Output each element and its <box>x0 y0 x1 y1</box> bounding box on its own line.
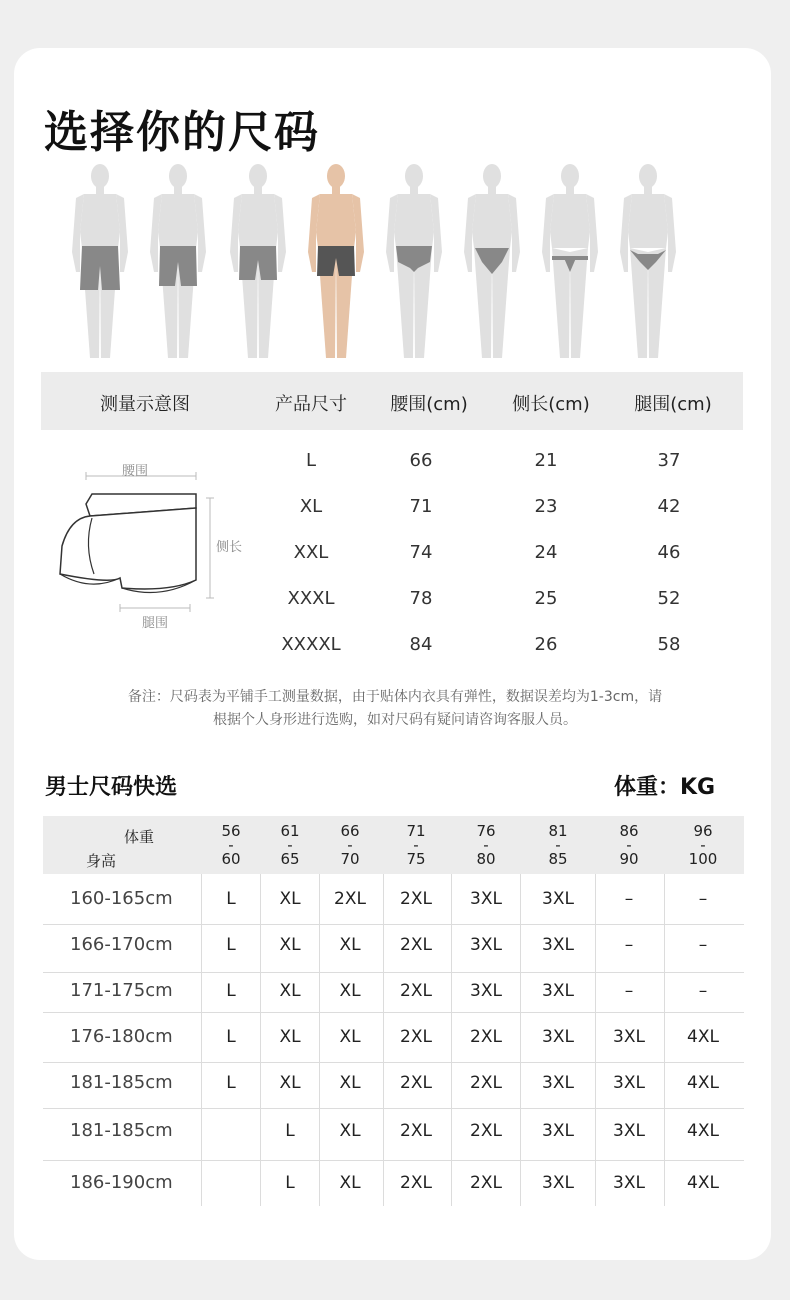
recommended-size-cell: 3XL <box>542 889 574 909</box>
measure-cell: 78 <box>409 588 433 609</box>
corner-height-label: 身高 <box>86 852 117 870</box>
weight-range-sep: - <box>228 836 234 854</box>
recommended-size-cell: XL <box>339 1027 361 1047</box>
size-cell: XXXL <box>287 588 335 609</box>
weight-range-sep: - <box>626 836 632 854</box>
recommended-size-cell: 3XL <box>542 1073 574 1093</box>
recommended-size-cell: 3XL <box>470 889 502 909</box>
recommended-size-cell: XL <box>279 1073 301 1093</box>
header-leg: 腿围(cm) <box>634 394 712 415</box>
recommended-size-cell: 2XL <box>400 1073 432 1093</box>
recommended-size-cell: L <box>285 1121 295 1141</box>
figure-brief <box>378 162 450 360</box>
recommended-size-cell: 2XL <box>470 1121 502 1141</box>
size-note <box>40 686 750 732</box>
leg-label: 腿围 <box>142 616 169 631</box>
recommended-size-cell: 3XL <box>470 935 502 955</box>
figure-boxer-loose <box>64 162 136 360</box>
measure-cell: 25 <box>534 588 558 609</box>
weight-range-top: 71 <box>406 822 426 840</box>
row-divider <box>43 924 744 925</box>
weight-range-bottom: 85 <box>548 850 568 868</box>
weight-range-sep: - <box>347 836 353 854</box>
row-divider <box>43 972 744 973</box>
corner-weight-label: 体重 <box>124 828 155 846</box>
recommended-size-cell: 3XL <box>613 1173 645 1193</box>
recommended-size-cell: L <box>226 935 236 955</box>
recommended-size-cell: 3XL <box>613 1073 645 1093</box>
row-divider <box>43 1160 744 1161</box>
row-divider <box>43 1062 744 1063</box>
note-line-1: 备注：尺码表为平铺手工测量数据，由于贴体内衣具有弹性，数据误差均为1-3cm，请 <box>127 689 663 705</box>
recommended-size-cell: L <box>226 889 236 909</box>
recommended-size-cell: 2XL <box>400 935 432 955</box>
recommended-size-cell: XL <box>339 935 361 955</box>
measure-cell: 42 <box>657 496 681 517</box>
measure-cell: 26 <box>534 634 558 655</box>
weight-range-top: 86 <box>619 822 639 840</box>
weight-range-top: 81 <box>548 822 568 840</box>
recommended-size-cell: XL <box>339 1121 361 1141</box>
figure-boxer-brief-selected <box>300 162 372 360</box>
recommended-size-cell: 2XL <box>334 889 366 909</box>
height-range-label: 176-180cm <box>70 1026 173 1047</box>
recommended-size-cell: 3XL <box>542 935 574 955</box>
figure-thong <box>534 162 606 360</box>
underwear-style-figures <box>64 162 704 362</box>
header-waist: 腰围(cm) <box>390 394 468 415</box>
figure-boxer-mid <box>222 162 294 360</box>
recommended-size-cell: XL <box>339 981 361 1001</box>
recommended-size-cell: – <box>698 935 708 955</box>
weight-range-header <box>689 824 718 866</box>
recommended-size-cell: XL <box>279 981 301 1001</box>
recommended-size-cell: 2XL <box>400 981 432 1001</box>
weight-range-sep: - <box>483 836 489 854</box>
measure-cell: 21 <box>534 450 558 471</box>
height-range-label: 171-175cm <box>70 980 173 1001</box>
measure-cell: 71 <box>409 496 433 517</box>
recommended-size-cell: 3XL <box>542 1121 574 1141</box>
measurement-diagram <box>50 456 250 636</box>
weight-range-sep: - <box>287 836 293 854</box>
weight-range-bottom: 70 <box>340 850 360 868</box>
page-title: 选择你的尺码 <box>44 107 320 158</box>
height-range-label: 181-185cm <box>70 1120 173 1141</box>
recommended-size-cell: – <box>698 981 708 1001</box>
measure-cell: 74 <box>409 542 433 563</box>
recommended-size-cell: XL <box>279 1027 301 1047</box>
weight-range-bottom: 65 <box>280 850 300 868</box>
recommended-size-cell: XL <box>339 1173 361 1193</box>
recommended-size-cell: XL <box>279 935 301 955</box>
weight-range-bottom: 80 <box>476 850 496 868</box>
recommended-size-cell: 2XL <box>470 1073 502 1093</box>
weight-range-header <box>340 824 359 866</box>
height-range-label: 181-185cm <box>70 1072 173 1093</box>
weight-range-header <box>280 824 299 866</box>
weight-range-header <box>406 824 425 866</box>
header-size: 产品尺寸 <box>275 394 347 415</box>
height-range-label: 160-165cm <box>70 888 173 909</box>
waist-label: 腰围 <box>122 464 149 479</box>
weight-range-sep: - <box>413 836 419 854</box>
weight-range-header <box>221 824 240 866</box>
measure-cell: 66 <box>409 450 433 471</box>
height-range-label: 166-170cm <box>70 934 173 955</box>
measure-cell: 37 <box>657 450 681 471</box>
weight-unit-label: 体重：KG <box>614 775 716 800</box>
quick-select-title: 男士尺码快选 <box>45 775 178 800</box>
recommended-size-cell: 2XL <box>400 1173 432 1193</box>
size-cell: XL <box>299 496 323 517</box>
recommended-size-cell: 4XL <box>687 1073 719 1093</box>
weight-range-bottom: 75 <box>406 850 426 868</box>
recommended-size-cell: 4XL <box>687 1027 719 1047</box>
recommended-size-cell: – <box>624 981 634 1001</box>
weight-range-sep: - <box>700 836 706 854</box>
recommended-size-cell: – <box>624 889 634 909</box>
weight-range-top: 56 <box>221 822 241 840</box>
size-table-header <box>41 372 743 430</box>
recommended-size-cell: 3XL <box>542 1173 574 1193</box>
weight-range-header <box>619 824 638 866</box>
measure-cell: 52 <box>657 588 681 609</box>
weight-range-top: 76 <box>476 822 496 840</box>
size-cell: L <box>305 450 317 471</box>
recommended-size-cell: 4XL <box>687 1121 719 1141</box>
recommended-size-cell: XL <box>279 889 301 909</box>
figure-brief-low <box>456 162 528 360</box>
weight-range-header <box>548 824 567 866</box>
weight-range-bottom: 90 <box>619 850 639 868</box>
weight-range-sep: - <box>555 836 561 854</box>
height-range-label: 186-190cm <box>70 1172 173 1193</box>
row-divider <box>43 1108 744 1109</box>
recommended-size-cell: 3XL <box>470 981 502 1001</box>
figure-g-string <box>612 162 684 360</box>
weight-range-bottom: 100 <box>688 850 718 868</box>
weight-range-top: 96 <box>693 822 713 840</box>
recommended-size-cell: – <box>698 889 708 909</box>
side-label: 侧长 <box>216 540 243 555</box>
recommended-size-cell: XL <box>339 1073 361 1093</box>
recommended-size-cell: 2XL <box>400 1121 432 1141</box>
recommended-size-cell: L <box>226 1027 236 1047</box>
recommended-size-cell: L <box>226 981 236 1001</box>
measure-cell: 58 <box>657 634 681 655</box>
recommended-size-cell: 3XL <box>613 1121 645 1141</box>
recommended-size-cell: 2XL <box>470 1173 502 1193</box>
measure-cell: 23 <box>534 496 558 517</box>
weight-range-top: 66 <box>340 822 360 840</box>
recommended-size-cell: 2XL <box>400 889 432 909</box>
header-side: 侧长(cm) <box>512 394 590 415</box>
row-divider <box>43 1012 744 1013</box>
measure-cell: 84 <box>409 634 433 655</box>
recommended-size-cell: 3XL <box>542 1027 574 1047</box>
recommended-size-cell: 3XL <box>613 1027 645 1047</box>
header-diagram: 测量示意图 <box>100 394 190 415</box>
recommended-size-cell: 3XL <box>542 981 574 1001</box>
recommended-size-cell: L <box>226 1073 236 1093</box>
weight-range-top: 61 <box>280 822 300 840</box>
recommended-size-cell: 2XL <box>400 1027 432 1047</box>
size-cell: XXL <box>293 542 329 563</box>
size-cell: XXXXL <box>281 634 341 655</box>
recommended-size-cell: 4XL <box>687 1173 719 1193</box>
figure-boxer-long <box>142 162 214 360</box>
recommended-size-cell: – <box>624 935 634 955</box>
measure-cell: 24 <box>534 542 558 563</box>
weight-range-header <box>476 824 495 866</box>
measure-cell: 46 <box>657 542 681 563</box>
weight-range-bottom: 60 <box>221 850 241 868</box>
recommended-size-cell: L <box>285 1173 295 1193</box>
note-line-2: 根据个人身形进行选购，如对尺码有疑问请咨询客服人员。 <box>213 712 577 728</box>
recommended-size-cell: 2XL <box>470 1027 502 1047</box>
